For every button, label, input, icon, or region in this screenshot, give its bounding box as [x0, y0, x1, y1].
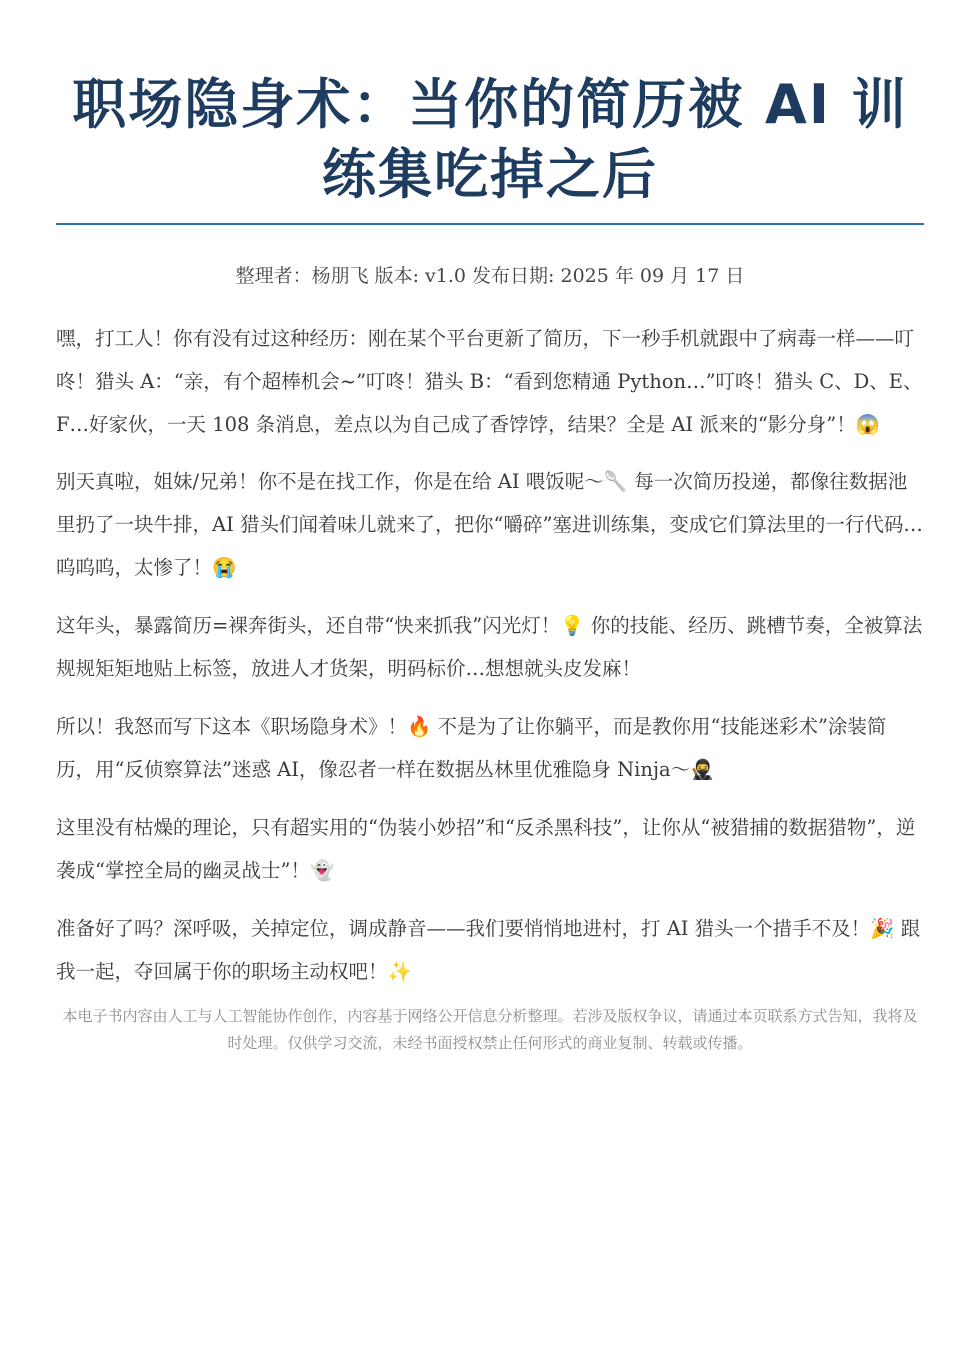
document-meta: 整理者：杨朋飞 版本: v1.0 发布日期: 2025 年 09 月 17 日 [235, 265, 745, 287]
title-divider [56, 223, 924, 225]
paragraph-call-to-action: 准备好了吗？深呼吸，关掉定位，调成静音——我们要悄悄地进村，打 AI 猎头一个措手不及！🎉 跟我一起，夺回属于你的职场主动权吧！✨ [56, 917, 921, 983]
document-page [56, 0, 924, 1057]
paragraph-practical-tips: 这里没有枯燥的理论，只有超实用的“伪装小妙招”和“反杀黑科技”，让你从“被猎捕的数据猎物”，逆袭成“掌控全局的幽灵战士”！👻 [56, 816, 916, 882]
document-title: 职场隐身术：当你的简历被 AI 训练集吃掉之后 [72, 73, 908, 206]
paragraph-intro: 嘿，打工人！你有没有过这种经历：刚在某个平台更新了简历，下一秒手机就跟中了病毒一样——叮咚！猎头 A：“亲，有个超棒机会~”叮咚！猎头 B：“看到您精通 Python…”叮咚！猎头 C、D、E、F…好家伙，一天 108 条消息，差点以为自己成了香饽饽，结果？全是 AI 派来的“影分身”！😱 [56, 327, 923, 436]
paragraph-ai-feeding: 别天真啦，姐妹/兄弟！你不是在找工作，你是在给 AI 喂饭呢～🥄 每一次简历投递，都像往数据池里扔了一块牛排，AI 猎头们闻着味儿就来了，把你“嚼碎”塞进训练集，变成它们算法里的一行代码…呜呜呜，太惨了！😭 [56, 470, 923, 579]
paragraph-exposure: 这年头，暴露简历=裸奔街头，还自带“快来抓我”闪光灯！💡 你的技能、经历、跳槽节奏，全被算法规规矩矩地贴上标签，放进人才货架，明码标价…想想就头皮发麻！ [56, 614, 923, 680]
paragraph-book-purpose: 所以！我怒而写下这本《职场隐身术》！🔥 不是为了让你躺平，而是教你用“技能迷彩术”涂装简历，用“反侦察算法”迷惑 AI，像忍者一样在数据丛林里优雅隐身 Ninja～🥷 [56, 715, 887, 781]
copyright-footer: 本电子书内容由人工与人工智能协作创作，内容基于网络公开信息分析整理。若涉及版权争议，请通过本页联系方式告知，我将及时处理。仅供学习交流，未经书面授权禁止任何形式的商业复制、转载或传播。 [62, 1007, 918, 1052]
